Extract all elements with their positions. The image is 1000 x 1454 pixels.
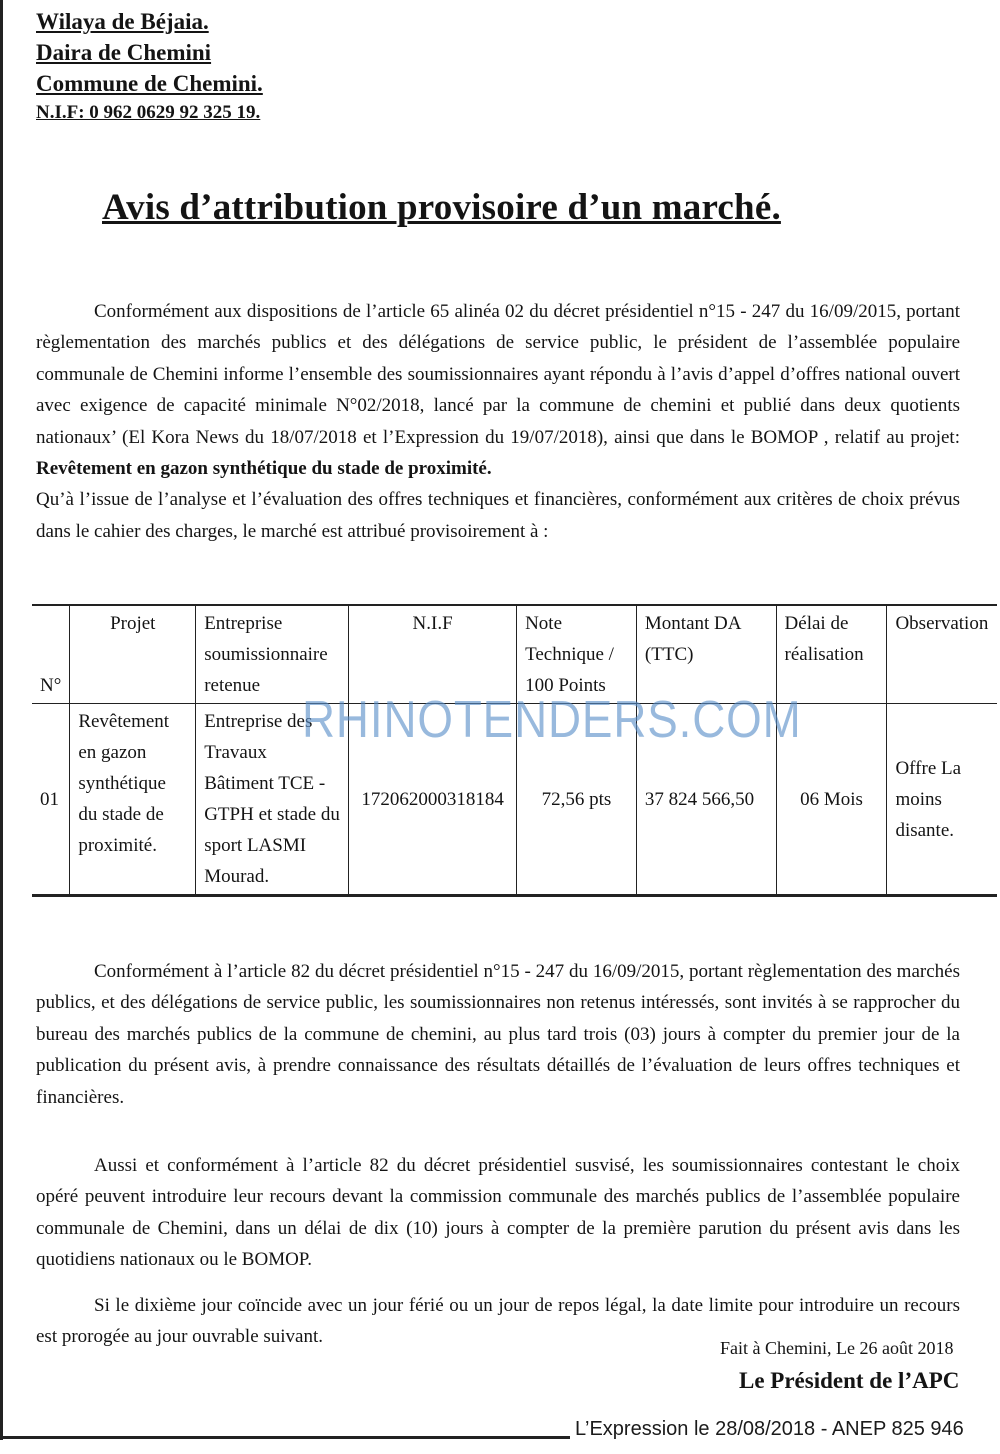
project-name-bold: Revêtement en gazon synthétique du stade de proximité. xyxy=(36,458,492,480)
daira-line: Daira de Chemini xyxy=(36,40,212,65)
wilaya-line: Wilaya de Béjaia. xyxy=(36,9,209,34)
intro-section xyxy=(36,296,960,547)
watermark: RHINOTENDERS.COM xyxy=(302,691,802,749)
header-entreprise: Entreprise soumissionnaire retenue xyxy=(196,605,349,704)
paragraph-non-retenus: Conformément à l’article 82 du décret présidentiel n°15 - 247 du 16/09/2015, portant règlementation des marchés publics, et des délégations de service public, les soumissionnaires non retenus intéressés, sont invités à se rapprocher du bureau des marchés publics de la commune de chemini, au plus tard trois (03) jours à compter du premier jour de la publication du présent avis, à prendre connaissance des résultats détaillés de l’évaluation de leurs offres techniques et financières. xyxy=(36,961,960,1108)
page-border-left xyxy=(0,0,3,1440)
notice-title: Avis d’attribution provisoire d’un marché. xyxy=(102,187,781,228)
nif-line: N.I.F: 0 962 0629 92 325 19. xyxy=(36,102,261,123)
header-delai: Délai de réalisation xyxy=(776,605,887,704)
commune-line: Commune de Chemini. xyxy=(36,71,263,96)
cell-nif: 172062000318184 xyxy=(349,704,517,896)
cell-entreprise: Entreprise des Travaux Bâtiment TCE - GTPH et stade du sport LASMI Mourad. xyxy=(196,704,349,896)
issuer-header xyxy=(36,6,263,127)
header-observation: Observation xyxy=(887,605,997,704)
paragraph-recours: Aussi et conformément à l’article 82 du décret présidentiel susvisé, les soumissionnaires contestant le choix opéré peuvent introduire leur recours devant la commission communale des marchés publics de l’assemblée populaire communale de Chemini, dans un délai de dix (10) jours à compter de la première parution du présent avis dans les quotidiens nationaux ou le BOMOP. xyxy=(36,1155,960,1271)
page-border-bottom xyxy=(0,1436,570,1439)
cell-note: 72,56 pts xyxy=(517,704,637,896)
header-montant: Montant DA (TTC) xyxy=(636,605,776,704)
header-no: N° xyxy=(32,605,70,704)
cell-montant: 37 824 566,50 xyxy=(636,704,776,896)
table-header-row xyxy=(32,605,997,704)
signature-date: Fait à Chemini, Le 26 août 2018 xyxy=(720,1338,954,1358)
publication-footer: L’Expression le 28/08/2018 - ANEP 825 946 xyxy=(575,1418,964,1440)
signature-title: Le Président de l’APC xyxy=(739,1368,960,1393)
cell-delai: 06 Mois xyxy=(776,704,887,896)
intro-paragraph xyxy=(36,296,960,484)
paragraph-delai: Si le dixième jour coïncide avec un jour férié ou un jour de repos légal, la date limite pour introduire un recours est prorogée au jour ouvrable suivant. xyxy=(36,1295,960,1348)
header-note: Note Technique / 100 Points xyxy=(517,605,637,704)
cell-projet: Revêtement en gazon synthétique du stade de proximité. xyxy=(70,704,196,896)
cell-observation: Offre La moins disante. xyxy=(887,704,997,896)
intro-text: Conformément aux dispositions de l’article 65 alinéa 02 du décret présidentiel n°15 - 247 du 16/09/2015, portant règlementation des marchés publics et des délégations de service public, le président de l’assemblée populaire communale de Chemini informe l’ensemble des soumissionnaires ayant répondu à l’avis d’appel d’offres national ouvert avec exigence de capacité minimale N°02/2018, lancé par la commune de chemini et publié dans deux quotients nationaux’ (El Kora News du 18/07/2018 et l’Expression du 19/07/2018), ainsi que dans le BOMOP , relatif au projet: xyxy=(36,301,960,448)
cell-no: 01 xyxy=(32,704,70,896)
analysis-paragraph: Qu’à l’issue de l’analyse et l’évaluation des offres techniques et financières, conformément aux critères de choix prévus dans le cahier des charges, le marché est attribué provisoirement à : xyxy=(36,489,960,542)
header-projet: Projet xyxy=(70,605,196,704)
header-nif: N.I.F xyxy=(349,605,517,704)
award-table xyxy=(32,604,997,897)
